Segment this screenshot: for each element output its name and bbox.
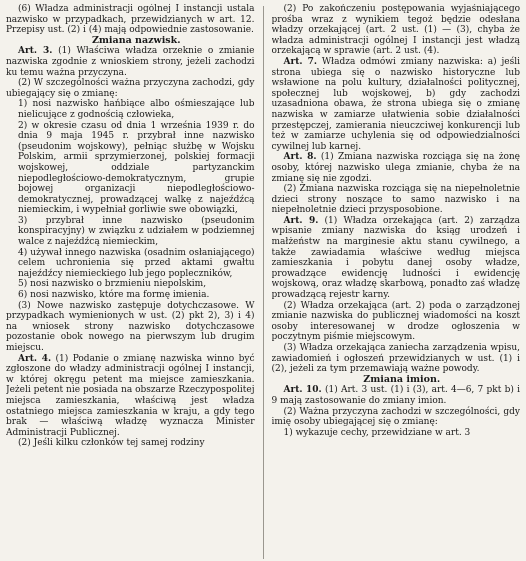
article-paragraph [272, 216, 521, 301]
article-text: (1) Art. 3 ust. (1) i (3), art. 4—6, 7 pkt b) i 9 mają zastosowanie do zmiany imion. [271, 385, 520, 406]
list-item: 2) w okresie czasu od dnia 1 września 1939 r. do dnia 9 maja 1945 r. przybrał inne nazwisko (pseudonim wojskowy), pełniąc służbę w Wojsku Polskim, armii sprzymierzonej, polskiej formacji wojskowej, oddziale partyzanckim niepodległościowo-demokratycznym, grupie bojowej organizacji niepodległościowo-demokratycznej, prowadzącej walkę z najeźdźcą niemieckim, i wypełniał gorliwie swe obowiązki, [18, 120, 255, 216]
left-column [6, 4, 255, 561]
list-item: 4) używał innego nazwiska (osadnim osłaniającego) celem uchronienia się przed aktami gwałtu najeźdźcy niemieckiego lub jego popleczników, [18, 247, 255, 279]
article-paragraph [272, 57, 521, 152]
paragraph: (2) Zmiana nazwiska rozciąga się na niepełnoletnie dzieci strony noszące to samo nazwisko i na niepełnoletnie dzieci przysposobione. [271, 184, 520, 216]
section-heading: Zmiana nazwisk. [91, 34, 181, 46]
paragraph: (2) Ważna przyczyna zachodzi w szczególności, gdy imię osoby ubiegającej się o zmianę: [271, 406, 520, 428]
right-column [272, 4, 521, 561]
article-label: Art. 9. [283, 215, 319, 226]
article-text: (1) Władza orzekająca (art. 2) zarządza wpisanie zmiany nazwiska do ksiąg urodzeń i małżeństw na marginesie aktu stanu cywilnego, a także zawiadamia właściwe według miejsca zamieszkania i pobytu danej osoby władze, prowadzące ewidencję ludności i ewidencję wojskową, oraz władzę skarbową, ponadto zaś władzę prowadzącą rejestr karny. [271, 215, 520, 301]
paragraph: (2) W szczególności ważna przyczyna zachodzi, gdy ubiegający się o zmianę: [6, 78, 255, 99]
article-label: Art. 4. [18, 353, 52, 364]
paragraph: (2) Po zakończeniu postępowania wyjaśniającego prośba wraz z wynikiem tegoż będzie odesłana władzy orzekającej (art. 2 ust. (1) — (3), chyba że władza administracji ogólnej I instancji jest władzą orzekającą w sprawie (art. 2 ust. (4). [271, 4, 520, 57]
list-item: 3) przybrał inne nazwisko (pseudonim konspiracyjny) w związku z udziałem w podziemnej walce z najeźdźcą niemieckim, [18, 215, 255, 248]
article-text: (1) Właściwa władza orzeknie o zmianie nazwiska zgodnie z wnioskiem strony, jeżeli zachodzi ku temu ważna przyczyna. [6, 46, 255, 78]
article-paragraph [6, 354, 255, 439]
list-item: 1) wykazuje cechy, przewidziane w art. 3 [283, 427, 471, 438]
article-label: Art. 3. [18, 46, 53, 57]
article-paragraph [272, 152, 521, 184]
article-text: Władza odmówi zmiany nazwiska: a) jeśli strona ubiega się o nazwisko historyczne lub wsławione na polu kultury, działalności politycznej, społecznej lub wojskowej, b) gdy zachodzi uzasadniona obawa, że strona ubiega się o zmianę nazwiska w zamiarze ułatwienia sobie działalności przestępczej, zamierania nieuczciwej konkurencji lub też w zamiarze uchylenia się od odpowiedzialności cywilnej lub karnej. [271, 56, 520, 152]
paragraph: (2) Jeśli kilku członków tej samej rodziny [18, 438, 205, 449]
article-paragraph [6, 46, 255, 78]
list-item: 6) nosi nazwisko, które ma formę imienia. [18, 290, 210, 301]
article-label: Art. 10. [283, 385, 322, 396]
article-paragraph [272, 385, 521, 406]
article-text: (1) Zmiana nazwiska rozciąga się na żonę osoby, której nazwisko ulega zmianie, chyba że na zmianę się nie zgodzi. [271, 152, 520, 184]
paragraph: (3) Władza orzekająca zaniecha zarządzenia wpisu, zawiadomień i ogłoszeń przewidzianych w ust. (1) i (2), jeżeli za tym przemawiają ważne powody. [271, 343, 520, 375]
paragraph: (3) Nowe nazwisko zastępuje dotychczasowe. W przypadkach wymienionych w ust. (2) pkt 2), 3) i 4) na wniosek strony nazwisko dotychczasowe pozostanie obok nowego na pierwszym lub drugim miejscu. [6, 300, 255, 353]
article-label: Art. 8. [283, 152, 317, 163]
column-divider [263, 6, 264, 559]
article-label: Art. 7. [283, 56, 318, 67]
list-item: 1) nosi nazwisko hańbiące albo ośmieszające lub nielicujące z godnością człowieka, [18, 99, 255, 120]
paragraph: (6) Władza administracji ogólnej I instancji ustala nazwisko w przypadkach, przewidzianych w art. 12. Przepisy ust. (2) i (4) mają odpowiednie zastosowanie. [6, 4, 255, 36]
article-text: (1) Podanie o zmianę nazwiska winno być zgłoszone do władzy administracji ogólnej I instancji, w której okręgu petent ma miejsce zamieszkania. Jeżeli petent nie posiada na obszarze Rzeczypospolitej miejsca zamieszkania, właściwą jest władza ostatniego miejsca zamieszkania w kraju, a gdy tego brak — właściwą władzę wyznacza Minister Administracji Publicznej. [6, 353, 255, 438]
section-heading: Zmiana imion. [363, 373, 441, 385]
list-item: 5) nosi nazwisko o brzmieniu niepolskim, [18, 279, 207, 290]
paragraph: (2) Władza orzekająca (art. 2) poda o zarządzonej zmianie nazwiska do publicznej wiadomości na koszt osoby interesowanej w drodze ogłoszenia w poczytnym piśmie miejscowym. [271, 300, 520, 343]
